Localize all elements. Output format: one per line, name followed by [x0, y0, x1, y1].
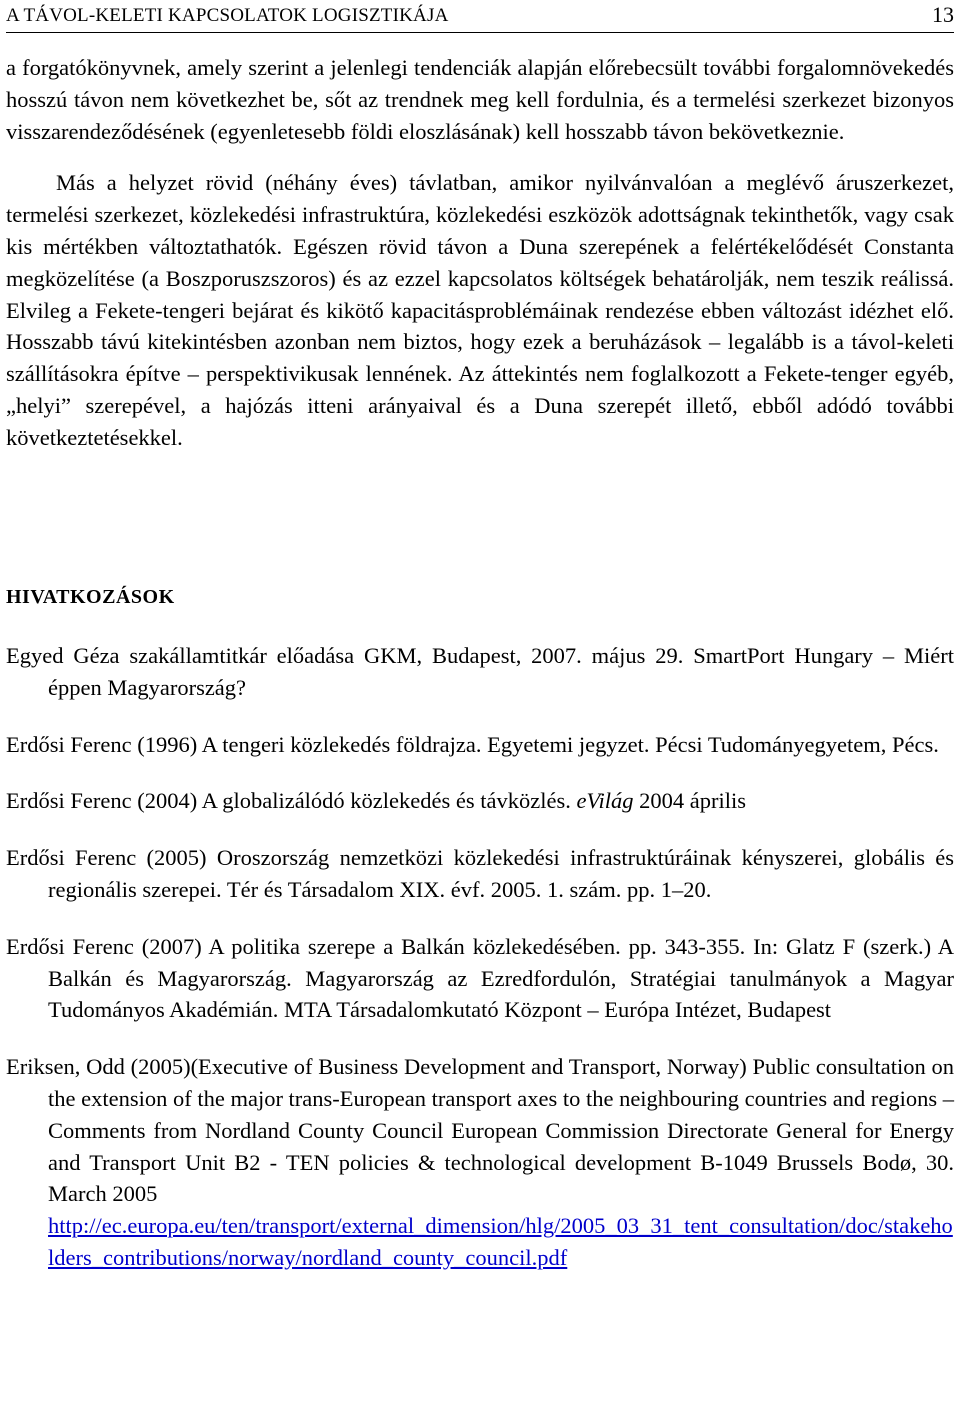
body-paragraph-2: Más a helyzet rövid (néhány éves) távlatban, amikor nyilvánvalóan a meglévő áruszerkezet, termelési szerkezet, közlekedési infrastruktúra, közlekedési eszközök adottságnak tekinthetők, vagy csak kis mértékben változtathatók. Egészen rövid távon a Duna szerepének a felértékelődését Constanta megközelítése (a Boszporuszszoros) és az ezzel kapcsolatos költségek behatárolják, nem teszik reálissá. Elvileg a Fekete-tengeri bejárat és kikötő kapacitásproblémáinak rendezése ebben változást idézhet elő. Hosszabb távú kitekintésben azonban nem biztos, hogy ezek a beruházások – legalább is a távol-keleti szállításokra építve – perspektivikusak lennének. Az áttekintés nem foglalkozott a Fekete-tenger egyéb, „helyi” szerepével, a hajózás itteni arányaival és a Duna szerepét illető, ebből adódó további következtetésekkel. — [6, 170, 954, 450]
body-paragraph-1: a forgatókönyvnek, amely szerint a jelenlegi tendenciák alapján előrebecsült további forgalomnövekedés hosszú távon nem következhet be, sőt az trendnek meg kell fordulnia, és a termelési szerkezet bizonyos visszarendeződésének (egyenletesebb földi eloszlásának) kell hosszabb távon bekövetkeznie. — [6, 55, 954, 144]
reference-item-1: Egyed Géza szakállamtitkár előadása GKM, Budapest, 2007. május 29. SmartPort Hungary – Miért éppen Magyarország? — [6, 643, 954, 700]
running-header — [6, 0, 954, 33]
page-number: 13 — [932, 2, 954, 27]
reference-3-date: 2004 április — [633, 788, 747, 814]
reference-item-4: Erdősi Ferenc (2005) Oroszország nemzetközi közlekedési infrastruktúráinak kényszerei, globális és regionális szerepei. Tér és Társadalom XIX. évf. 2005. 1. szám. pp. 1–20. — [6, 845, 954, 902]
references-heading: HIVATKOZÁSOK — [6, 586, 175, 608]
reference-item-3 — [6, 785, 954, 817]
reference-3-emphasis: eVilág — [576, 788, 634, 814]
reference-item-5: Erdősi Ferenc (2007) A politika szerepe a Balkán közlekedésében. pp. 343-355. In: Glatz F (szerk.) A Balkán és Magyarország. Magyarország az Ezredfordulón, Stratégiai tanulmányok a Magyar Tudományos Akadémián. MTA Társadalomkutató Központ – Európa Intézet, Budapest — [6, 933, 954, 1023]
reference-url-link[interactable]: http://ec.europa.eu/ten/transport/external_dimension/hlg/2005_03_31_tent_consultation/doc/stakeholders_contributions/norway/nordland_county_council.pdf — [48, 1213, 953, 1270]
references-list — [6, 640, 954, 1299]
reference-item-6 — [6, 1051, 954, 1274]
running-header-title: A TÁVOL-KELETI KAPCSOLATOK LOGISZTIKÁJA — [6, 5, 449, 26]
reference-item-2: Erdősi Ferenc (1996) A tengeri közlekedés földrajza. Egyetemi jegyzet. Pécsi Tudományegyetem, Pécs. — [6, 731, 939, 757]
document-page — [6, 0, 954, 1270]
reference-6-text: Eriksen, Odd (2005)(Executive of Business Development and Transport, Norway) Public consultation on the extension of the major trans-European transport axes to the neighbouring countries and regions – Comments from Nordland County Council European Commission Directorate General for Energy and Transport Unit B2 - TEN policies & technological development B-1049 Brussels Bodø, 30. March 2005 — [6, 1054, 954, 1207]
reference-3-text: Erdősi Ferenc (2004) A globalizálódó közlekedés és távközlés. — [6, 788, 577, 814]
